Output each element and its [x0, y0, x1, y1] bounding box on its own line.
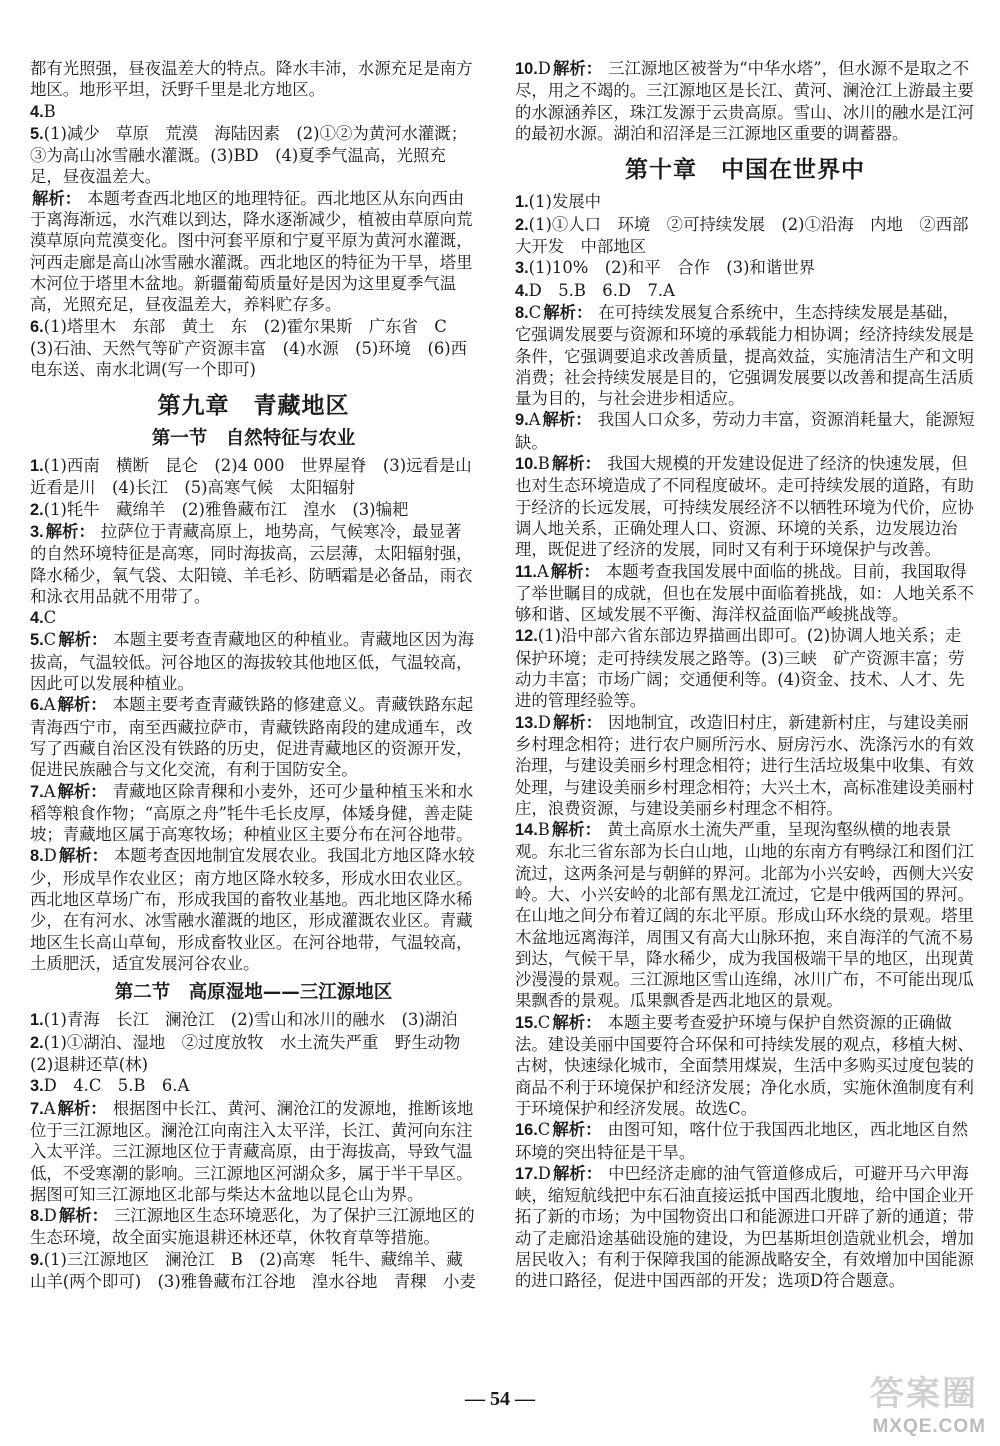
explanation-text: 根据图中长江、黄河、澜沧江的发源地，推断该地位于三江源地区。澜沧江向南注入太平洋，长江、黄河向东注入太平洋。三江源地区位于青藏高原，由于海拔高，导致气温低，不受寒潮的影响。三江源地区河湖众多，属于半干旱区。据图可知三江源地区北部与柴达木盆地以昆仑山为界。 — [30, 1098, 474, 1204]
answer-content: (1)塔里木 东部 黄土 东 (2)霍尔果斯 广东省 C (3)石油、天然气等矿产资源丰富 (4)水源 (5)环境 (6)西电东送、南水北调(写一个即可) — [30, 316, 468, 380]
item-number: 8. — [515, 303, 529, 322]
answer-choice: D — [43, 846, 57, 866]
answer-content: B — [43, 101, 56, 121]
explanation-text: 三江源地区生态环境恶化，为了保护三江源地区的生态环境，故全面实施退耕还林还草，休牧育草等措施。 — [30, 1206, 475, 1248]
answer-content: 都有光照强，昼夜温差大的特点。降水丰沛，水源充足是南方地区。地形平坦，沃野千里是北方地区。 — [30, 59, 473, 100]
item-number: 4. — [515, 281, 529, 300]
answer-item — [515, 1119, 975, 1163]
answer-item — [515, 280, 975, 302]
answer-content: (1)①人口 环境 ②可持续发展 (2)①沿海 内地 ②西部大开发 中部地区 — [515, 214, 969, 257]
answer-content: C — [43, 608, 57, 628]
answer-content: D 5.B 6.D 7.A — [528, 280, 675, 300]
explanation-text: 本题主要考查青藏铁路的修建意义。青藏铁路东起青海西宁市，南至西藏拉萨市，青藏铁路南段的建成通车，改写了西藏自治区没有铁路的历史，促进青藏地区的资源开发，促进民族融合与文化交流，有利于国防安全。 — [30, 695, 474, 780]
item-number: 6. — [30, 317, 44, 336]
answer-item — [30, 1075, 477, 1097]
explanation-text: 由图可知，喀什位于我国西北地区，西北地区自然环境的突出特征是干旱。 — [515, 1120, 969, 1162]
explanation-text: 青藏地区除青稞和小麦外，还可少量种植玉米和水稻等粮食作物；“高原之舟”牦牛毛长皮厚，体矮身健，善走陡坡；青藏地区属于高寒牧场；种植业区主要分布在河谷地带。 — [30, 781, 474, 845]
item-number: 12. — [515, 627, 538, 646]
explanation-label: 解析： — [550, 561, 600, 581]
answer-item — [515, 409, 975, 453]
explanation-text: 黄土高原水土流失严重，呈现沟壑纵横的地表景观。东北三省东部为长白山地，山地的东南方有鸭绿江和图们江流过，这两条河是与朝鲜的界河。北部为小兴安岭，西侧大兴安岭。大、小兴安岭的北部有黑龙江流过，它是中俄两国的界河。在山地之间分布着辽阔的东北平原。形成山环水绕的景观。塔里木盆地远离海洋，周围又有高大山脉环抱，来自海洋的气流不易到达，气候干旱，降水稀少，成为我国极端干旱的地区，出现黄沙漫漫的景观。三江源地区雪山连绵，冰川广布，不可能出现瓜果飘香的景观。瓜果飘香是西北地区的景观。 — [515, 820, 974, 1011]
item-number: 7. — [30, 1099, 44, 1118]
explanation-label: 解析： — [58, 630, 108, 650]
watermark-site: MXQE.COM — [872, 1416, 986, 1437]
explanation-label: 解析： — [58, 1206, 108, 1226]
explanation-text: 本题主要考查青藏地区的种植业。青藏地区因为海拔高，气温较低。河谷地区的海拔较其他地区低，气温较高，因此可以发展种植业。 — [30, 630, 474, 694]
item-number: 3. — [30, 522, 44, 541]
explanation-text: 拉萨位于青藏高原上，地势高，气候寒冷，最显著的自然环境特征是高寒，同时海拔高，云层薄，太阳辐射强，降水稀少，氧气袋、太阳镜、羊毛衫、防晒霜是必备品，雨衣和泳衣用品就不用带了。 — [30, 521, 473, 606]
page-number: — 54 — — [465, 1388, 535, 1410]
answer-choice: D — [43, 1206, 57, 1226]
explanation-label: 解析： — [552, 712, 603, 732]
watermark — [826, 1364, 986, 1438]
item-number: 9. — [515, 411, 529, 430]
section-heading: 第一节 自然特征与农业 — [151, 427, 356, 449]
answer-choice: A — [43, 695, 56, 715]
explanation-text: 本题考查西北地区的地理特征。西北地区从东向西由于离海渐远，水汽难以到达，降水逐渐减少，植被由草原向荒漠草原向荒漠变化。图中河套平原和宁夏平原为黄河水灌溉，河西走廊是高山冰雪融水灌溉。西北地区的特征为干旱，塔里木河位于塔里木盆地。新疆葡萄质量好是因为这里夏季气温高，光照充足，昼夜温差大，养料贮存多。 — [30, 188, 473, 315]
item-number: 4. — [30, 102, 44, 121]
explanation-label: 解析： — [551, 454, 602, 474]
answer-item — [515, 214, 975, 258]
item-number: 13. — [515, 713, 538, 732]
answer-item — [30, 316, 477, 381]
item-number: 5. — [30, 124, 44, 143]
explanation-text: 因地制宜，改造旧村庄，新建新村庄，与建设美丽乡村理念相符；进行农户厕所污水、厨房污水、洗涤污水的有效治理，与建设美丽乡村理念相符；进行生活垃圾集中收集、有效处理，与建设美丽乡村理念相符；大兴土木，高标准建设美丽村庄，浪费资源，与建设美丽乡村理念不相符。 — [515, 712, 974, 818]
item-number: 2. — [30, 1033, 44, 1052]
chapter-heading: 第九章 青藏地区 — [157, 393, 350, 420]
right-column — [515, 58, 975, 1292]
item-number: 1. — [30, 1011, 44, 1030]
explanation-label: 解析： — [551, 820, 602, 840]
answer-item — [30, 781, 477, 846]
item-number: 15. — [515, 1013, 538, 1032]
answer-choice: C — [537, 1012, 551, 1032]
answer-item — [515, 712, 975, 819]
answer-item — [30, 1098, 477, 1205]
answer-item — [30, 694, 477, 780]
answer-content: D 4.C 5.B 6.A — [43, 1076, 190, 1096]
explanation-label: 解析： — [543, 302, 593, 322]
answer-content: (1)沿中部六省东部边界描画出即可。(2)协调人地关系；走保护环境；走可持续发展之路等。(3)三峡 矿产资源丰富；劳动力丰富；市场广阔；交通便利等。(4)资金、技术、人才、先进的管理经验等。 — [515, 626, 965, 711]
answer-content: (1)三江源地区 澜沧江 B (2)高寒 牦牛、藏绵羊、藏山羊(两个即可) (3)雅鲁藏布江谷地 湟水谷地 青稞 小麦 — [30, 1249, 476, 1292]
explanation-label: 解析： — [552, 1163, 603, 1183]
item-number: 17. — [515, 1164, 538, 1183]
item-number: 8. — [30, 847, 44, 866]
answer-item — [515, 257, 975, 279]
item-number: 10. — [515, 60, 538, 78]
answer-text — [30, 188, 477, 316]
item-number: 9. — [30, 1250, 44, 1269]
explanation-label: 解析： — [542, 410, 592, 430]
answer-choice: A — [43, 781, 56, 801]
answer-choice: A — [43, 1098, 56, 1118]
item-number: 3. — [30, 1077, 44, 1096]
explanation-text: 本题考查因地制宜发展农业。我国北方地区降水较少，形成旱作农业区；南方地区降水较多，形成水田农业区。西北地区草场广布，形成我国的畜牧业基地。西北地区降水稀少，在有河水、冰雪融水灌溉的地区，形成灌溉农业区。青藏地区生长高山草甸，形成畜牧业区。在河谷地带，气温较高，土质肥沃，适宜发展河谷农业。 — [30, 846, 475, 973]
answer-item — [30, 629, 477, 694]
explanation-label: 解析： — [552, 59, 603, 78]
explanation-text: 本题主要考查爱护环境与保护自然资源的正确做法。建设美丽中国要符合环保和可持续发展的观点，移植大树、古树，快速绿化城市，全面禁用煤炭，生活中多购买过度包装的商品不利于环境保护和经济发展；净化水质，实施休渔制度有利于环境保护和经济发展。故选C。 — [515, 1012, 974, 1118]
answer-text — [30, 58, 477, 101]
item-number: 2. — [30, 500, 44, 519]
watermark-logo: 答案圈 — [870, 1374, 978, 1414]
answer-choice: C — [528, 302, 542, 322]
answer-choice: D — [537, 712, 551, 732]
explanation-text: 中巴经济走廊的油气管道修成后，可避开马六甲海峡，缩短航线把中东石油直接运抵中国西北腹地，给中国企业开拓了新的市场；为中国物资出口和能源进口开辟了新的通道；带动了走廊沿途基础设施的建设，为巴基斯坦创造就业机会，增加居民收入；有利于保障我国的能源战略安全，有效增加中国能源的进口路径，促进中国西部的开发；选项D符合题意。 — [515, 1163, 974, 1291]
explanation-label: 解析： — [57, 781, 107, 801]
answer-item — [515, 191, 975, 213]
item-number: 4. — [30, 609, 44, 628]
answer-content: (1)减少 草原 荒漠 海陆因素 (2)①②为黄河水灌溉；③为高山冰雪融水灌溉。(3)BD (4)夏季气温高，光照充足，昼夜温差大。 — [30, 123, 468, 187]
answer-item — [30, 499, 477, 521]
answer-choice: B — [537, 820, 550, 840]
explanation-text: 我国大规模的开发建设促进了经济的快速发展，但也对生态环境造成了不同程度破坏。走可持续发展的道路，有助于经济的长远发展，可持续发展经济不以牺牲环境为代价，应协调人地关系，正确处理人口、资源、环境的关系，边发展边治理，既促进了经济的发展，同时又有利于环境保护与改善。 — [515, 454, 974, 560]
item-number: 6. — [30, 696, 44, 715]
answer-item — [515, 1163, 975, 1292]
answer-item — [515, 453, 975, 560]
answer-content: (1)西南 横断 昆仑 (2)4 000 世界屋脊 (3)远看是山 近看是川 (4)长江 (5)高寒气候 太阳辐射 — [30, 456, 489, 498]
answer-item — [515, 625, 975, 711]
item-number: 11. — [515, 562, 537, 581]
answer-item — [30, 123, 477, 188]
item-number: 1. — [515, 193, 529, 212]
answer-choice: C — [537, 1120, 551, 1140]
answer-item — [30, 845, 477, 974]
answer-item — [30, 521, 477, 607]
answer-choice: D — [537, 59, 551, 78]
section-heading: 第二节 高原湿地——三江源地区 — [114, 982, 393, 1004]
left-column — [30, 58, 489, 1292]
answer-item — [515, 561, 975, 626]
explanation-label: 解析： — [58, 846, 108, 866]
answer-content: (1)10% (2)和平 合作 (3)和谐世界 — [528, 258, 816, 278]
answer-item — [30, 607, 477, 629]
explanation-label: 解析： — [32, 188, 82, 208]
answer-item — [30, 455, 489, 499]
answer-content: (1)青海 长江 澜沧江 (2)雪山和冰川的融水 (3)湖泊 — [43, 1010, 458, 1030]
answer-item — [30, 101, 477, 123]
answer-item — [30, 1205, 477, 1249]
answer-item — [515, 302, 975, 409]
answer-item — [515, 819, 975, 1012]
answer-choice: C — [43, 630, 57, 650]
answer-item — [30, 1009, 477, 1031]
explanation-text: 我国人口众多，劳动力丰富，资源消耗量大，能源短缺。 — [515, 410, 975, 452]
explanation-label: 解析： — [57, 695, 107, 715]
explanation-text: 三江源地区被誉为“中华水塔”，但水源不是取之不尽，用之不竭的。三江源地区是长江、黄河、澜沧江上游最主要的水源涵养区，珠江发源于云贵高原。雪山、冰川的融水是江河的最初水源。湖泊和沼泽是三江源地区重要的调蓄器。 — [515, 59, 974, 143]
item-number: 10. — [515, 455, 538, 474]
item-number: 16. — [515, 1121, 538, 1140]
explanation-label: 解析： — [45, 521, 95, 541]
answer-item — [30, 1249, 477, 1293]
answer-item — [515, 1012, 975, 1119]
chapter-heading: 第十章 中国在世界中 — [625, 157, 865, 184]
answer-choice: B — [537, 454, 550, 474]
answer-choice: D — [537, 1163, 551, 1183]
answer-content: (1)牦牛 藏绵羊 (2)雅鲁藏布江 湟水 (3)犏耙 — [43, 499, 409, 519]
answer-content: (1)①湖泊、湿地 ②过度放牧 水土流失严重 野生动物 (2)退耕还草(林) — [30, 1032, 477, 1075]
explanation-label: 解析： — [552, 1120, 602, 1140]
answer-choice: A — [528, 410, 541, 430]
item-number: 7. — [30, 782, 44, 801]
explanation-text: 在可持续发展复合系统中，生态持续发展是基础，它强调发展要与资源和环境的承载能力相协调；经济持续发展是条件，它强调要追求改善质量，提高效益，实施清洁生产和文明消费；社会持续发展是目的，它强调发展要以改善和提高生活质量为目的，与社会进步相适应。 — [515, 302, 974, 409]
item-number: 2. — [515, 215, 529, 234]
item-number: 3. — [515, 259, 529, 278]
explanation-label: 解析： — [552, 1012, 602, 1032]
answer-choice: A — [536, 561, 549, 581]
answer-item — [515, 58, 975, 144]
item-number: 14. — [515, 821, 538, 840]
explanation-label: 解析： — [57, 1098, 107, 1118]
explanation-text: 本题考查我国发展中面临的挑战。目前，我国取得了举世瞩目的成就，但也在发展中面临着挑战，如：人地关系不够和谐、区域发展不平衡、海洋权益面临严峻挑战等。 — [515, 561, 974, 625]
answer-item — [30, 1032, 477, 1076]
answer-content: (1)发展中 — [528, 192, 602, 212]
item-number: 8. — [30, 1207, 44, 1226]
item-number: 5. — [30, 631, 44, 650]
item-number: 1. — [30, 457, 44, 476]
